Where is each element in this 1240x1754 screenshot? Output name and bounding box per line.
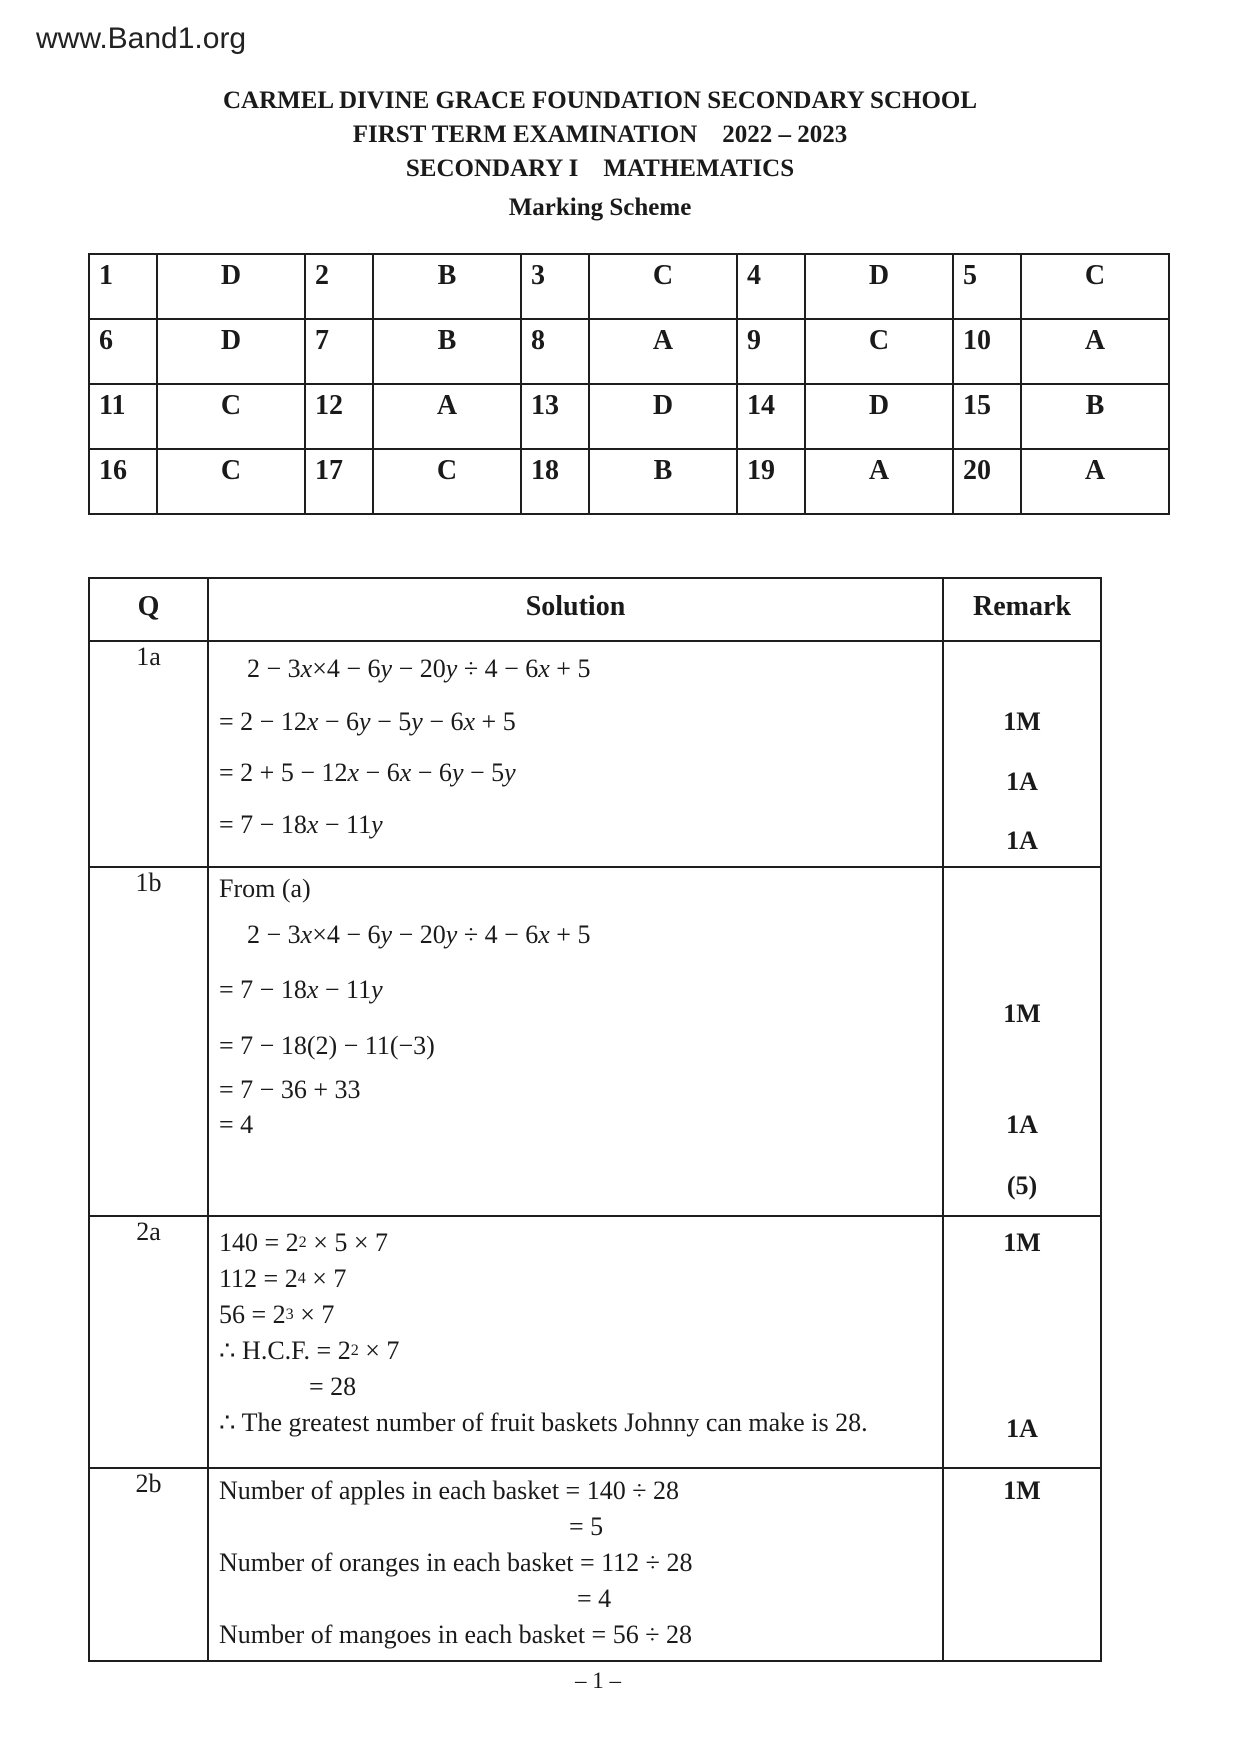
solution-line: Number of mangoes in each basket = 56 ÷ 28	[219, 1620, 692, 1649]
solution-line: 140 = 2 2 × 5 × 7	[219, 1228, 389, 1257]
mc-answer: C	[589, 254, 737, 319]
remark-mark: 1A	[1006, 767, 1038, 796]
solution-line: 2 − 3 x ×4 − 6 y − 20 y ÷ 4 − 6 x + 5	[247, 920, 591, 949]
question-label: 1b	[89, 867, 208, 1216]
mc-question-number: 5	[953, 254, 1021, 319]
solution-cell	[208, 1468, 943, 1661]
mc-answer: C	[373, 449, 521, 514]
question-label: 2a	[89, 1216, 208, 1468]
solution-line: 2 − 3 x ×4 − 6 y − 20 y ÷ 4 − 6 x + 5	[247, 654, 591, 683]
mc-answer: A	[805, 449, 953, 514]
mc-answer: A	[1021, 319, 1169, 384]
solution-line: = 4	[219, 1110, 254, 1139]
mc-answer: B	[1021, 384, 1169, 449]
mc-answer: C	[157, 384, 305, 449]
mc-answer: C	[157, 449, 305, 514]
solution-line: = 2 + 5 − 12 x − 6 x − 6 y − 5 y	[219, 758, 516, 787]
remark-mark: 1A	[1006, 1414, 1038, 1443]
col-header-solution: Solution	[208, 578, 943, 641]
solution-line: = 28	[309, 1372, 357, 1401]
mc-answer: D	[589, 384, 737, 449]
mc-question-number: 3	[521, 254, 589, 319]
solution-row-1a	[89, 641, 1101, 867]
mc-answer: A	[373, 384, 521, 449]
mc-answer: C	[805, 319, 953, 384]
mc-question-number: 17	[305, 449, 373, 514]
solution-line: 112 = 2 4 × 7	[219, 1264, 347, 1293]
solution-cell	[208, 867, 943, 1216]
solution-table-header-row	[89, 578, 1101, 641]
solution-line: = 7 − 18 x − 11 y	[219, 810, 383, 839]
marking-scheme-heading: Marking Scheme	[508, 194, 692, 221]
col-header-remark: Remark	[943, 578, 1101, 641]
remark-mark: 1A	[1006, 826, 1038, 855]
mc-question-number: 6	[89, 319, 157, 384]
remark-mark: 1M	[1003, 707, 1041, 736]
remark-mark: 1A	[1006, 1110, 1038, 1139]
remark-cell	[943, 641, 1101, 867]
solution-line: ∴ H.C.F. = 2 2 × 7	[219, 1336, 400, 1365]
mc-question-number: 14	[737, 384, 805, 449]
solution-line: = 7 − 36 + 33	[219, 1075, 361, 1104]
solution-line: = 5	[569, 1512, 604, 1541]
mc-question-number: 12	[305, 384, 373, 449]
solution-row-2b	[89, 1468, 1101, 1661]
mc-answer: D	[805, 254, 953, 319]
solution-line: ∴ The greatest number of fruit baskets Johnny can make is 28.	[219, 1408, 868, 1437]
col-header-q: Q	[89, 578, 208, 641]
exam-title: FIRST TERM EXAMINATION 2022 – 2023	[352, 121, 848, 148]
school-name: CARMEL DIVINE GRACE FOUNDATION SECONDARY SCHOOL	[222, 87, 978, 114]
remark-cell	[943, 867, 1101, 1216]
solution-line: Number of oranges in each basket = 112 ÷ 28	[219, 1548, 693, 1577]
mc-row-4	[89, 449, 1169, 514]
solution-line: = 7 − 18(2) − 11(−3)	[219, 1031, 435, 1060]
remark-mark: 1M	[1003, 999, 1041, 1028]
solution-cell	[208, 1216, 943, 1468]
page-number: – 1 –	[575, 1668, 621, 1693]
question-label: 1a	[89, 641, 208, 867]
mc-question-number: 19	[737, 449, 805, 514]
mc-question-number: 13	[521, 384, 589, 449]
mc-answer: B	[373, 319, 521, 384]
mc-question-number: 7	[305, 319, 373, 384]
mc-question-number: 11	[89, 384, 157, 449]
mc-answer: D	[157, 319, 305, 384]
mc-question-number: 4	[737, 254, 805, 319]
solution-line: From (a)	[219, 874, 311, 903]
mc-question-number: 8	[521, 319, 589, 384]
solution-cell	[208, 641, 943, 867]
solution-line: = 2 − 12 x − 6 y − 5 y − 6 x + 5	[219, 707, 516, 736]
mc-answer: B	[589, 449, 737, 514]
mc-answer: D	[157, 254, 305, 319]
subject-title: SECONDARY I MATHEMATICS	[405, 155, 795, 182]
mc-question-number: 9	[737, 319, 805, 384]
remark-subtotal: (5)	[1006, 1171, 1038, 1200]
remark-mark: 1M	[1003, 1228, 1041, 1257]
mc-row-3	[89, 384, 1169, 449]
mc-question-number: 20	[953, 449, 1021, 514]
solution-table	[88, 577, 1102, 1662]
mc-question-number: 10	[953, 319, 1021, 384]
mc-answer: C	[1021, 254, 1169, 319]
solution-line: 56 = 2 3 × 7	[219, 1300, 335, 1329]
mc-question-number: 18	[521, 449, 589, 514]
mc-answer: A	[1021, 449, 1169, 514]
solution-line: = 4	[577, 1584, 612, 1613]
solution-line: = 7 − 18 x − 11 y	[219, 975, 383, 1004]
mc-answer: A	[589, 319, 737, 384]
remark-cell	[943, 1216, 1101, 1468]
mc-question-number: 15	[953, 384, 1021, 449]
mc-answer: B	[373, 254, 521, 319]
remark-cell	[943, 1468, 1101, 1661]
mc-row-1	[89, 254, 1169, 319]
remark-mark: 1M	[1003, 1476, 1041, 1505]
question-label: 2b	[89, 1468, 208, 1661]
mc-question-number: 16	[89, 449, 157, 514]
mc-question-number: 1	[89, 254, 157, 319]
solution-line: Number of apples in each basket = 140 ÷ 28	[219, 1476, 679, 1505]
mc-answer-table	[88, 253, 1170, 515]
mc-question-number: 2	[305, 254, 373, 319]
document-header	[0, 84, 1200, 224]
watermark-url: www.Band1.org	[36, 22, 247, 55]
mc-row-2	[89, 319, 1169, 384]
solution-row-1b	[89, 867, 1101, 1216]
solution-row-2a	[89, 1216, 1101, 1468]
mc-answer: D	[805, 384, 953, 449]
